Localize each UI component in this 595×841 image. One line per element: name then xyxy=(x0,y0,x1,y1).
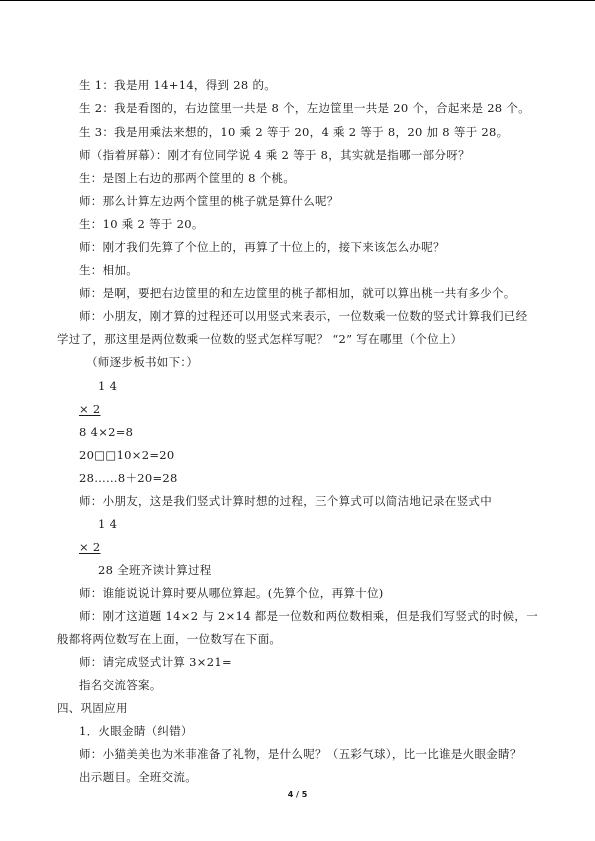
paragraph-line: 师：是啊，要把右边筐里的和左边筐里的桃子都相加，就可以算出桃一共有多少个。 xyxy=(79,286,516,300)
vertical-calc-line: × 2 xyxy=(79,402,101,416)
paragraph-line: 生：10 乘 2 等于 20。 xyxy=(79,217,204,231)
paragraph-line: 生 3：我是用乘法来想的，10 乘 2 等于 20，4 乘 2 等于 8，20 加 8 等于 28。 xyxy=(79,125,509,139)
paragraph-line: 师：谁能说说计算时要从哪位算起。(先算个位，再算十位) xyxy=(79,586,384,600)
paragraph-line: 师（指着屏幕）：刚才有位同学说 4 乘 2 等于 8，其实就是指哪一部分呀？ xyxy=(79,148,470,162)
paragraph-line: 生 1：我是用 14+14，得到 28 的。 xyxy=(79,78,277,92)
section-heading: 四、巩固应用 xyxy=(57,701,128,715)
paragraph-line: 生 2：我是看图的，右边筐里一共是 8 个，左边筐里一共是 20 个，合起来是 28 个。 xyxy=(79,101,530,115)
vertical-calc-line: 1 4 xyxy=(98,517,118,531)
paragraph-line: 师：那么计算左边两个筐里的桃子就是算什么呢？ xyxy=(79,194,339,208)
paragraph-line: 师：刚才这道题 14×2 与 2×14 都是一位数和两位数相乘，但是我们写竖式的时候，一 xyxy=(79,609,538,623)
vertical-calc-line: 1 4 xyxy=(98,379,118,393)
page-top-rule xyxy=(0,0,595,1)
paragraph-line: 生：相加。 xyxy=(79,263,138,277)
paragraph-line: 出示题目。全班交流。 xyxy=(79,770,197,784)
paragraph-line: 指名交流答案。 xyxy=(79,678,162,692)
vertical-calc-line: 28……8＋20=28 xyxy=(79,471,178,485)
paragraph-line: （师逐步板书如下：） xyxy=(86,355,199,369)
vertical-calc-line: 20□□10×2=20 xyxy=(79,448,175,462)
page-number: 4 / 5 xyxy=(287,790,308,799)
vertical-calc-line: × 2 xyxy=(79,540,101,554)
subsection-heading: 1．火眼金睛（纠错） xyxy=(79,724,193,738)
paragraph-line: 师：请完成竖式计算 3×21= xyxy=(79,655,232,669)
paragraph-line: 生：是图上右边的那两个筐里的 8 个桃。 xyxy=(79,171,296,185)
paragraph-line: 师：小猫美美也为米菲准备了礼物，是什么呢？（五彩气球），比一比谁是火眼金睛？ xyxy=(79,747,522,761)
paragraph-line: 师：刚才我们先算了个位上的，再算了十位上的，接下来该怎么办呢？ xyxy=(79,240,445,254)
paragraph-line: 师：小朋友，刚才算的过程还可以用竖式来表示，一位数乘一位数的竖式计算我们已经 xyxy=(79,309,528,323)
paragraph-line: 学过了，那这里是两位数乘一位数的竖式怎样写呢？ “2” 写在哪里（个位上） xyxy=(57,332,463,346)
paragraph-line: 般都将两位数写在上面，一位数写在下面。 xyxy=(57,632,282,646)
paragraph-line: 师：小朋友，这是我们竖式计算时想的过程，三个算式可以简洁地记录在竖式中 xyxy=(79,494,492,508)
vertical-calc-line: 8 4×2=8 xyxy=(79,425,134,439)
vertical-calc-line: 28 全班齐读计算过程 xyxy=(98,563,212,577)
